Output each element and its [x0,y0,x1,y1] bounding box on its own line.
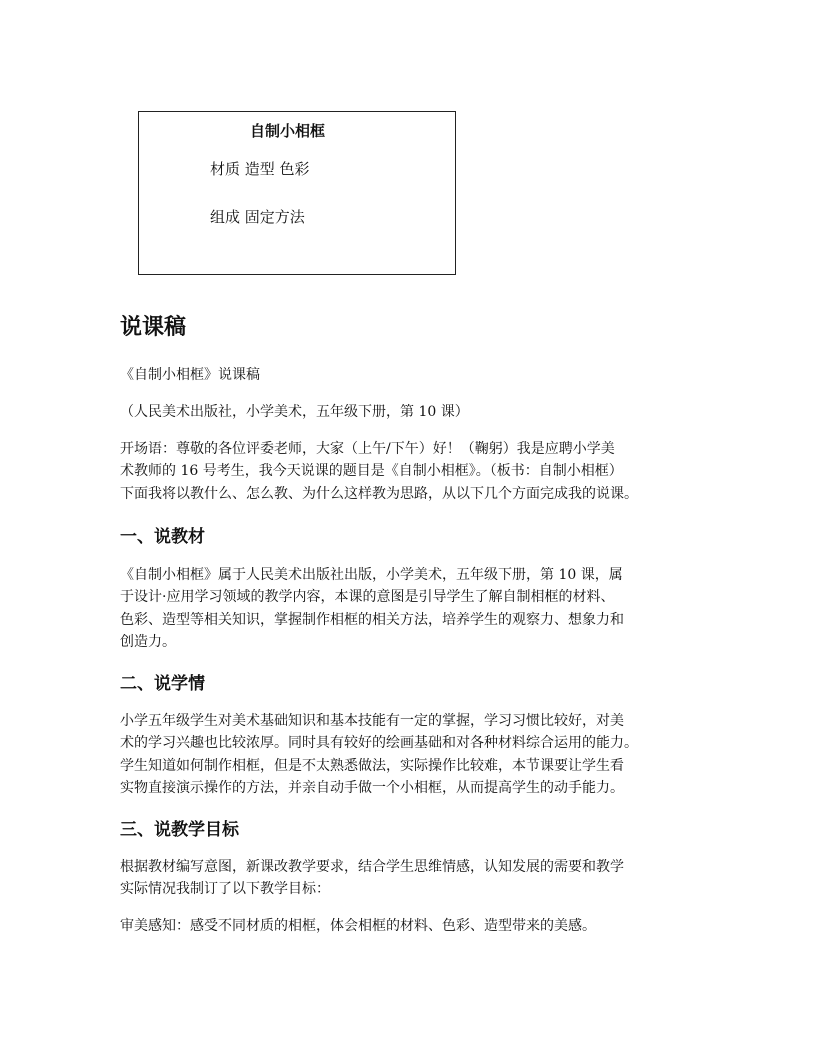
board-title: 自制小相框 [250,122,326,140]
paragraph-line: 实物直接演示操作的方法，并亲自动手做一个小相框，从而提高学生的动手能力。 [120,780,624,797]
paragraph-line: 于设计·应用学习领域的教学内容，本课的意图是引导学生了解自制相框的材料、 [120,589,615,606]
opening-line: 开场语：尊敬的各位评委老师，大家（上午/下午）好！（鞠躬）我是应聘小学美 [120,441,615,457]
paragraph-line: 学生知道如何制作相框，但是不太熟悉做法，实际操作比较难，本节课要让学生看 [120,757,624,774]
students-paragraph [120,710,710,800]
paragraph-line: 实际情况我制订了以下教学目标： [120,881,330,898]
board-line-1: 材质 造型 色彩 [210,160,310,178]
section-heading-students: 二、说学情 [120,674,205,694]
board-line-2: 组成 固定方法 [210,208,305,226]
textbook-paragraph [120,564,710,654]
opening-paragraph [120,438,710,505]
paragraph-line: 《自制小相框》属于人民美术出版社出版，小学美术，五年级下册，第 10 课，属 [120,567,623,583]
lesson-source: （人民美术出版社，小学美术，五年级下册，第 10 课） [120,404,469,420]
blackboard-design-box [138,111,456,275]
objectives-paragraph [120,856,710,901]
paragraph-line: 根据教材编写意图，新课改教学要求，结合学生思维情感，认知发展的需要和教学 [120,859,624,875]
lesson-subtitle: 《自制小相框》说课稿 [120,367,260,383]
section-heading-textbook: 一、说教材 [120,527,205,547]
opening-line: 下面我将以教什么、怎么教、为什么这样教为思路，从以下几个方面完成我的说课。 [120,485,638,502]
paragraph-line: 术的学习兴趣也比较浓厚。同时具有较好的绘画基础和对各种材料综合运用的能力。 [120,735,638,752]
opening-line: 术教师的 16 号考生，我今天说课的题目是《自制小相框》。（板书：自制小相框） [120,463,623,480]
paragraph-line: 小学五年级学生对美术基础知识和基本技能有一定的掌握，学习习惯比较好，对美 [120,713,624,729]
paragraph-line: 创造力。 [120,634,176,651]
aesthetic-objective: 审美感知：感受不同材质的相框，体会相框的材料、色彩、造型带来的美感。 [120,918,596,934]
paragraph-line: 色彩、造型等相关知识，掌握制作相框的相关方法，培养学生的观察力、想象力和 [120,611,624,628]
section-heading-objectives: 三、说教学目标 [120,820,239,840]
document-title: 说课稿 [120,315,187,340]
